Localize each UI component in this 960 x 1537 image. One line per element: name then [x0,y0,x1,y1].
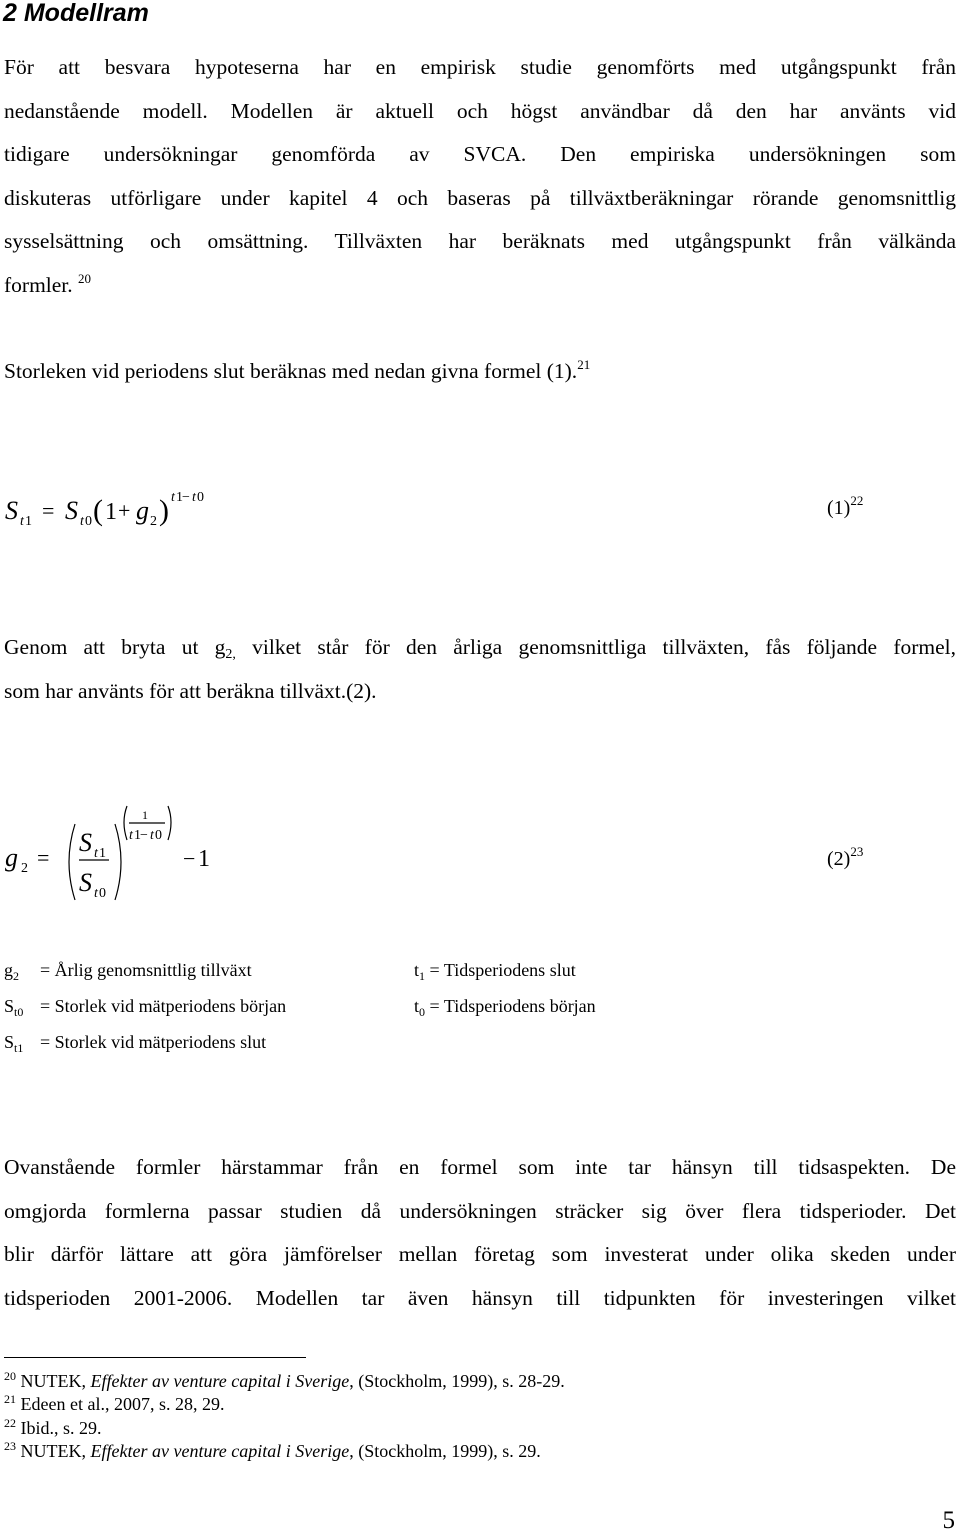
definition-symbol: S [4,1032,15,1052]
definition-subscript: 1 [419,969,426,983]
footnote-text: , (Stockholm, 1999), s. 29. [349,1440,541,1461]
svg-text:1: 1 [142,808,148,822]
definition-subscript: t0 [14,1005,24,1019]
closing-paragraph [4,1146,956,1320]
definition-t1 [414,952,576,988]
definition-text: = Tidsperiodens början [425,996,596,1016]
definition-g2 [4,952,19,988]
formula-1 [5,484,955,534]
footnote-item [4,1393,565,1416]
svg-text:t: t [94,846,98,861]
svg-text:1: 1 [25,514,32,529]
formula-number-text: (1) [827,497,851,519]
formula-intro-paragraph [4,350,956,394]
footnote-item [4,1417,565,1440]
footnote-ref: 21 [577,357,591,372]
footnote-number: 21 [4,1392,16,1407]
svg-text:−: − [182,490,190,505]
g2-paragraph [4,626,956,713]
paragraph-line: diskuteras utförligare under kapitel 4 och baseras på tillväxtberäkningar rörande genomsnittlig [4,185,956,210]
svg-text:+: + [118,498,131,523]
svg-text:S: S [65,496,78,525]
svg-text:t: t [129,828,133,843]
paragraph-line: Ovanstående formler härstammar från en formel som inte tar hänsyn till tidsaspekten. De [4,1155,956,1179]
svg-text:1: 1 [105,499,117,525]
footnote-number: 22 [4,1415,16,1430]
footnotes [4,1370,565,1463]
svg-text:0: 0 [85,514,92,529]
svg-text:): ) [159,494,169,527]
svg-text:t: t [94,886,98,901]
definition-text: = Tidsperiodens slut [425,960,576,980]
footnote-item [4,1370,565,1393]
svg-text:S: S [79,868,92,897]
formula-2-expression [5,800,285,910]
footnote-text: Ibid., s. 29. [20,1417,102,1438]
svg-text:t: t [192,490,196,505]
svg-text:=: = [37,845,50,870]
svg-text:−: − [140,828,148,843]
footnote-text: NUTEK, [20,1371,91,1391]
paragraph-line-text: formler. [4,272,73,297]
footnote-ref: 22 [850,493,864,508]
svg-text:(: ( [93,494,103,527]
definition-subscript: 2 [13,969,19,983]
svg-text:t: t [80,514,84,529]
footnote-number: 20 [4,1369,16,1383]
paragraph-line: tidigare undersökningar genomförda av SVCA. Den empiriska undersökningen som [4,142,956,167]
definition-subscript: t1 [14,1041,24,1055]
page-number: 5 [942,1507,955,1534]
definition-st1 [4,1024,23,1060]
footnote-item [4,1440,565,1463]
paragraph-line: tidsperioden 2001-2006. Modellen tar även hänsyn till tidpunkten för investeringen vilket [4,1285,956,1310]
svg-text:2: 2 [21,861,28,876]
paragraph-line: som har använts för att beräkna tillväxt.(2). [4,678,377,703]
definition-text: = Storlek vid mätperiodens början [40,996,287,1016]
footnote-text: , (Stockholm, 1999), s. 28-29. [349,1371,565,1391]
paragraph-line-text: Storleken vid periodens slut beräknas med nedan givna formel (1). [4,359,578,383]
svg-text:t: t [20,514,24,529]
symbol-definitions [4,952,954,1062]
svg-text:2: 2 [150,514,157,529]
definition-t0 [414,988,596,1024]
definition-subscript: 0 [419,1005,426,1019]
paragraph-line: För att besvara hypoteserna har en empirisk studie genomförts med utgångspunkt från [4,55,956,79]
footnote-ref: 20 [78,270,92,286]
footnote-title: Effekter av venture capital i Sverige [90,1440,350,1461]
definition-symbol: t [414,960,420,980]
svg-text:0: 0 [155,828,162,843]
paragraph-line: omgjorda formlerna passar studien då undersökningen sträcker sig över flera tidsperioder. Det [4,1198,956,1223]
formula-2-number [827,844,864,871]
paragraph-line: sysselsättning och omsättning. Tillväxten har beräknats med utgångspunkt från välkända [4,229,956,254]
footnote-title: Effekter av venture capital i Sverige [90,1371,350,1391]
svg-text:S: S [5,496,18,525]
paragraph-line-text: vilket står för den årliga genomsnittliga tillväxten, fås följande formel, [235,635,957,659]
formula-1-expression [5,484,265,534]
svg-text:1: 1 [134,828,141,843]
svg-text:0: 0 [197,490,204,505]
footnote-text: NUTEK, [20,1440,91,1461]
section-heading: 2 Modellram [3,0,149,27]
svg-text:=: = [42,498,55,523]
svg-text:S: S [79,828,92,857]
paragraph-line [4,626,956,670]
formula-1-number [827,493,864,520]
paragraph-line [4,264,956,308]
paragraph-line: nedanstående modell. Modellen är aktuell och högst användbar då den har använts vid [4,98,956,123]
formula-2 [5,800,955,910]
paragraph-line: blir därför lättare att göra jämförelser mellan företag som investerat under olika skeden under [4,1242,956,1267]
paragraph-line-text: Genom att bryta ut g [4,635,226,659]
svg-text:t: t [150,828,154,843]
svg-text:g: g [5,843,18,872]
footnote-separator [4,1357,306,1358]
definition-st0 [4,988,23,1024]
svg-text:−: − [183,846,196,871]
definition-text: = Storlek vid mätperiodens slut [40,1032,267,1052]
formula-number-text: (2) [827,848,851,870]
subscript: 2, [225,647,236,662]
definition-symbol: t [414,996,420,1016]
svg-text:g: g [136,496,149,525]
svg-text:1: 1 [176,490,183,505]
intro-paragraph [4,46,956,308]
footnote-text: Edeen et al., 2007, s. 28, 29. [20,1394,225,1415]
svg-text:1: 1 [99,846,106,861]
footnote-ref: 23 [850,844,864,859]
svg-text:t: t [171,490,175,505]
definition-symbol: S [4,996,15,1016]
svg-text:0: 0 [99,886,106,901]
paragraph-line [4,350,956,394]
svg-text:1: 1 [198,846,210,872]
footnote-number: 23 [4,1438,16,1453]
definition-symbol: g [4,960,13,980]
definition-text: = Årlig genomsnittlig tillväxt [40,960,252,980]
